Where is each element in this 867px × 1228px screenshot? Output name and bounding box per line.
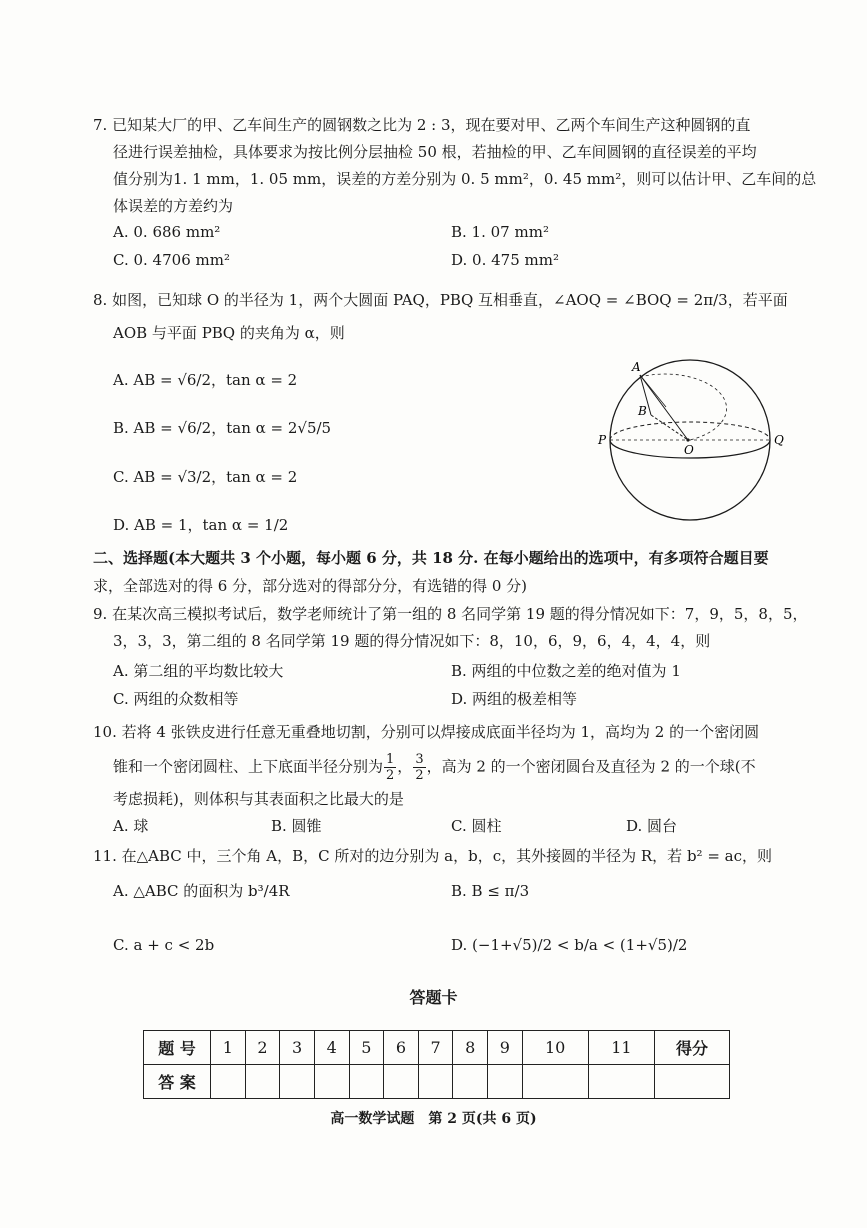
q7-line4: 体误差的方差约为 (113, 197, 234, 215)
answer-card-title: 答题卡 (409, 988, 458, 1007)
q9-option-c: C. 两组的众数相等 (113, 690, 239, 708)
answer-cell[interactable] (488, 1065, 523, 1099)
sphere-figure (596, 355, 796, 530)
q11-option-c: C. a + c < 2b (113, 936, 215, 954)
q10-option-a: A. 球 (113, 817, 149, 835)
question-number-cell: 4 (314, 1031, 349, 1065)
question-number-cell: 3 (280, 1031, 315, 1065)
answer-cell[interactable] (211, 1065, 246, 1099)
q7-line3: 值分别为1. 1 mm，1. 05 mm，误差的方差分别为 0. 5 mm²，0. 45 mm²，则可以估计甲、乙车间的总 (113, 170, 817, 188)
answer-cell[interactable] (384, 1065, 419, 1099)
q7-option-d: D. 0. 475 mm² (451, 251, 559, 269)
page-footer: 高一数学试题 第 2 页(共 6 页) (330, 1111, 537, 1127)
answer-cell[interactable] (453, 1065, 488, 1099)
question-number-cell: 9 (488, 1031, 523, 1065)
answer-card-number-row (144, 1031, 730, 1065)
row-label-answer: 答 案 (144, 1065, 211, 1099)
label-q: Q (774, 433, 784, 447)
answer-cell[interactable] (349, 1065, 384, 1099)
q10-line1: 10. 若将 4 张铁皮进行任意无重叠地切割，分别可以焊接成底面半径均为 1，高均为 2 的一个密闭圆 (93, 723, 760, 741)
question-number-cell: 7 (418, 1031, 453, 1065)
question-number-cell: 11 (588, 1031, 654, 1065)
q10-line2-start: 锥和一个密闭圆柱、上下底面半径分别为 (113, 757, 384, 776)
question-number-cell: 2 (245, 1031, 280, 1065)
question-number-cell: 5 (349, 1031, 384, 1065)
answer-cell[interactable] (588, 1065, 654, 1099)
score-cell[interactable] (655, 1065, 730, 1099)
answer-cell[interactable] (418, 1065, 453, 1099)
q10-line2: 锥和一个密闭圆柱、上下底面半径分别为 $\frac{1}{2}$ ， $\frac{3}{2}$ ，高为 2 的一个密闭圆台及直径为 2 的一个球(不 (113, 752, 756, 783)
q8-option-a: A. AB = √6/2，tan α = 2 (113, 371, 298, 389)
answer-cell[interactable] (314, 1065, 349, 1099)
section2-line1: 二、选择题(本大题共 3 个小题，每小题 6 分，共 18 分. 在每小题给出的选项中，有多项符合题目要 (93, 549, 769, 567)
q10-option-d: D. 圆台 (626, 817, 678, 835)
q10-option-b: B. 圆锥 (271, 817, 322, 835)
q7-line2: 径进行误差抽检，具体要求为按比例分层抽检 50 根，若抽检的甲、乙车间圆钢的直径误差的平均 (113, 143, 757, 161)
question-number-cell: 6 (384, 1031, 419, 1065)
q7-option-b: B. 1. 07 mm² (451, 223, 549, 241)
q10-option-c: C. 圆柱 (451, 817, 502, 835)
q7-option-c: C. 0. 4706 mm² (113, 251, 230, 269)
row-label-number: 题 号 (144, 1031, 211, 1065)
question-number-cell: 1 (211, 1031, 246, 1065)
q8-option-b: B. AB = √6/2，tan α = 2√5/5 (113, 419, 332, 437)
label-o: O (684, 443, 694, 457)
answer-card-table (143, 1030, 730, 1099)
fraction-one-half: $\frac{1}{2}$ (386, 752, 395, 783)
fraction-three-halves: $\frac{3}{2}$ (415, 752, 424, 783)
q11-option-b: B. B ≤ π/3 (451, 882, 530, 900)
q8-stem-line2: AOB 与平面 PBQ 的夹角为 α，则 (113, 324, 345, 342)
answer-card-answer-row (144, 1065, 730, 1099)
q9-option-d: D. 两组的极差相等 (451, 690, 578, 708)
q8-option-d: D. AB = 1，tan α = 1/2 (113, 516, 289, 534)
q10-line3: 考虑损耗)，则体积与其表面积之比最大的是 (113, 790, 404, 808)
q8-stem-line1: 8. 如图，已知球 O 的半径为 1，两个大圆面 PAQ，PBQ 互相垂直，∠AOQ = ∠BOQ = 2π/3，若平面 (93, 291, 788, 309)
q8-option-c: C. AB = √3/2，tan α = 2 (113, 468, 298, 486)
label-p: P (598, 433, 607, 447)
q11-option-a: A. △ABC 的面积为 b³/4R (113, 882, 290, 900)
score-label-cell: 得分 (655, 1031, 730, 1065)
q10-line2-end: ，高为 2 的一个密闭圆台及直径为 2 的一个球(不 (426, 757, 756, 776)
q9-line1: 9. 在某次高三模拟考试后，数学老师统计了第一组的 8 名同学第 19 题的得分情况如下：7，9，5，8，5， (93, 605, 808, 623)
section2-line2: 求，全部选对的得 6 分，部分选对的得部分分，有选错的得 0 分) (93, 577, 528, 595)
q7-option-a: A. 0. 686 mm² (113, 223, 221, 241)
q9-line2: 3，3，3，第二组的 8 名同学第 19 题的得分情况如下：8，10，6，9，6，4，4，4，则 (113, 632, 711, 650)
q9-option-b: B. 两组的中位数之差的绝对值为 1 (451, 662, 681, 680)
answer-cell[interactable] (245, 1065, 280, 1099)
q11-option-d: D. (−1+√5)/2 < b/a < (1+√5)/2 (451, 936, 688, 954)
question-number-cell: 8 (453, 1031, 488, 1065)
question-number-cell: 10 (522, 1031, 588, 1065)
label-a: A (632, 360, 641, 374)
q7-line1: 7. 已知某大厂的甲、乙车间生产的圆钢数之比为 2 : 3，现在要对甲、乙两个车间生产这种圆钢的直 (93, 116, 751, 134)
answer-cell[interactable] (280, 1065, 315, 1099)
answer-cell[interactable] (522, 1065, 588, 1099)
q9-option-a: A. 第二组的平均数比较大 (113, 662, 284, 680)
label-b: B (638, 404, 647, 418)
q11-stem: 11. 在△ABC 中，三个角 A，B，C 所对的边分别为 a，b，c，其外接圆的半径为 R，若 b² = ac，则 (93, 847, 773, 865)
